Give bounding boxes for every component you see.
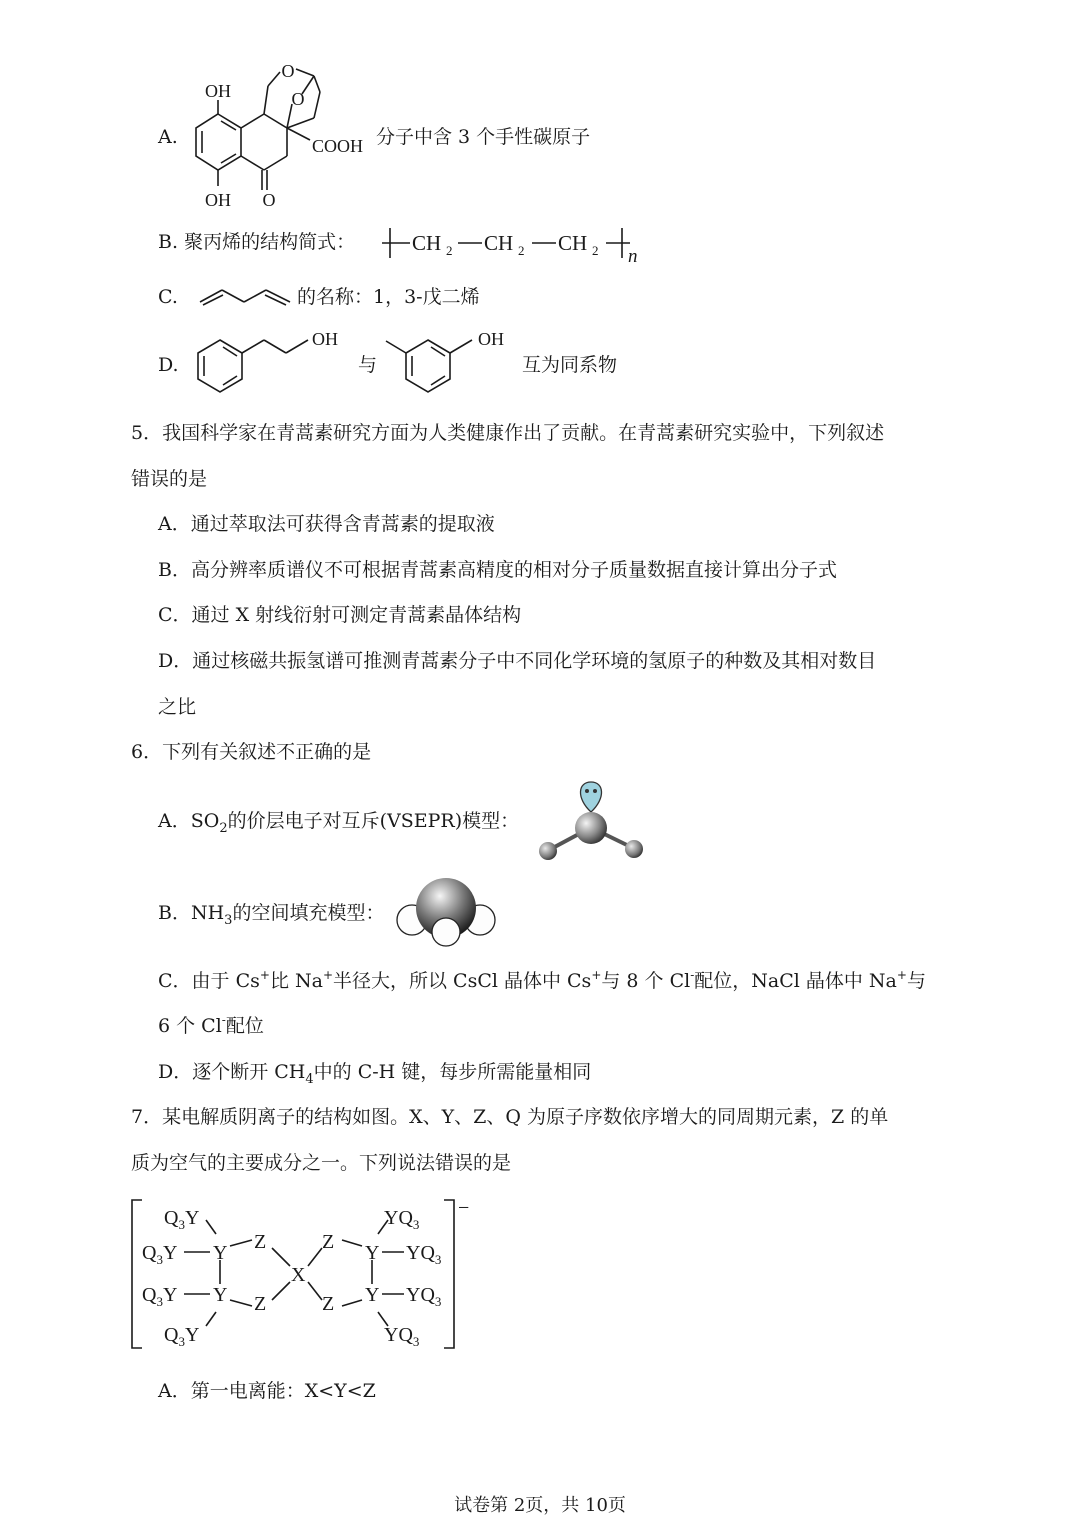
oh-label-1: OH [312, 329, 338, 349]
svg-text:2: 2 [518, 243, 525, 258]
q5-option-b: B．高分辨率质谱仪不可根据青蒿素高精度的相对分子质量数据直接计算出分子式 [158, 559, 837, 581]
q7-stem-line1: 7．某电解质阴离子的结构如图。X、Y、Z、Q 为原子序数依序增大的同周期元素，Z 的单 [131, 1106, 889, 1128]
svg-text:Q3Y: $Q_3Y$ [164, 1324, 200, 1349]
q6-option-a: A．$SO_2$的价层电子对互斥(VSEPR)模型： [158, 810, 520, 836]
oh-bottom-label: OH [205, 190, 231, 210]
svg-text:YQ3: $YQ_3$ [406, 1242, 442, 1267]
q5-option-d-line1: D．通过核磁共振氢谱可推测青蒿素分子中不同化学环境的氢原子的种数及其相对数目 [158, 650, 877, 672]
q6-option-c-line1: C．由于 Cs+比 Na+半径大，所以 CsCl 晶体中 Cs+与 8 个 Cl-配位，NaCl 晶体中 Na+与 [158, 968, 926, 992]
bridge-oxygen-label: O [291, 89, 305, 109]
q5-stem-line1: 5．我国科学家在青蒿素研究方面为人类健康作出了贡献。在青蒿素研究实验中，下列叙述 [131, 422, 885, 444]
svg-text:YQ3: $YQ_3$ [384, 1207, 420, 1232]
pentadiene-skeletal [198, 287, 298, 307]
so2-vsepr-model [532, 778, 652, 868]
svg-text:Q3Y: $Q_3Y$ [142, 1284, 178, 1309]
q4-option-b-letter: B. [158, 231, 179, 253]
q5-option-c: C．通过 X 射线衍射可测定青蒿素晶体结构 [158, 604, 522, 626]
anion-structure-diagram [126, 1196, 486, 1356]
q4-option-c-letter: C. [158, 286, 178, 308]
q4-option-b-text: 聚丙烯的结构简式： [184, 231, 356, 253]
q6-option-c-line2: 6 个 Cl-配位 [158, 1013, 264, 1037]
q7-stem-line2: 质为空气的主要成分之一。下列说法错误的是 [131, 1152, 512, 1174]
q4-option-b-label [158, 233, 355, 252]
svg-text:Z: Z [254, 1231, 267, 1253]
nh3-space-filling-model [396, 876, 496, 946]
svg-text:Q3Y: $Q_3Y$ [164, 1207, 200, 1232]
svg-text:Y: Y [213, 1284, 228, 1306]
svg-text:Z: Z [254, 1293, 267, 1315]
ch2-group-2: CH [484, 231, 514, 255]
polypropylene-formula [380, 222, 660, 272]
ketone-oxygen-label: O [262, 190, 276, 210]
ch2-group-1: CH [412, 231, 442, 255]
svg-text:Y: Y [213, 1242, 228, 1264]
svg-text:2: 2 [592, 243, 599, 258]
q5-option-d-line2: 之比 [158, 696, 197, 718]
q7-option-a: A．第一电离能：X<Y<Z [158, 1380, 376, 1402]
q4-option-a-structure [188, 58, 398, 218]
methylphenol-structure [380, 326, 520, 396]
q4-option-d-letter: D. [158, 354, 179, 376]
q6-option-b: B．$NH_3$的空间填充模型： [158, 902, 385, 928]
q4-option-c-text: 的名称：1，3-戊二烯 [297, 286, 480, 308]
svg-text:Y: Y [365, 1284, 380, 1306]
oh-label-2: OH [478, 329, 504, 349]
svg-text:X: X [291, 1264, 306, 1286]
svg-text:Z: Z [322, 1231, 335, 1253]
anion-charge: − [458, 1197, 470, 1219]
q5-option-a: A．通过萃取法可获得含青蒿素的提取液 [158, 513, 495, 535]
q6-option-d: D．逐个断开 $CH_4$中的 C-H 键，每步所需能量相同 [158, 1061, 592, 1087]
ch2-group-3: CH [558, 231, 588, 255]
svg-text:Y: Y [365, 1242, 380, 1264]
q5-stem-line2: 错误的是 [131, 468, 208, 490]
repeat-n: n [628, 246, 638, 267]
svg-text:YQ3: $YQ_3$ [384, 1324, 420, 1349]
q4-option-a-letter: A. [158, 126, 178, 148]
q6-stem: 6．下列有关叙述不正确的是 [131, 741, 372, 763]
oh-top-label: OH [205, 81, 231, 101]
svg-text:Q3Y: $Q_3Y$ [142, 1242, 178, 1267]
q4-option-a-text: 分子中含 3 个手性碳原子 [376, 126, 591, 148]
svg-text:Z: Z [322, 1293, 335, 1315]
svg-text:2: 2 [446, 243, 453, 258]
page-footer: 试卷第 2页，共 10页 [454, 1495, 626, 1516]
ring-oxygen-label: O [281, 61, 295, 81]
phenylethanol-structure [196, 326, 376, 396]
cooh-label: COOH [312, 136, 364, 156]
q4-option-d-tail: 互为同系物 [522, 354, 618, 376]
q4-option-d-and: 与 [358, 354, 378, 376]
svg-text:YQ3: $YQ_3$ [406, 1284, 442, 1309]
